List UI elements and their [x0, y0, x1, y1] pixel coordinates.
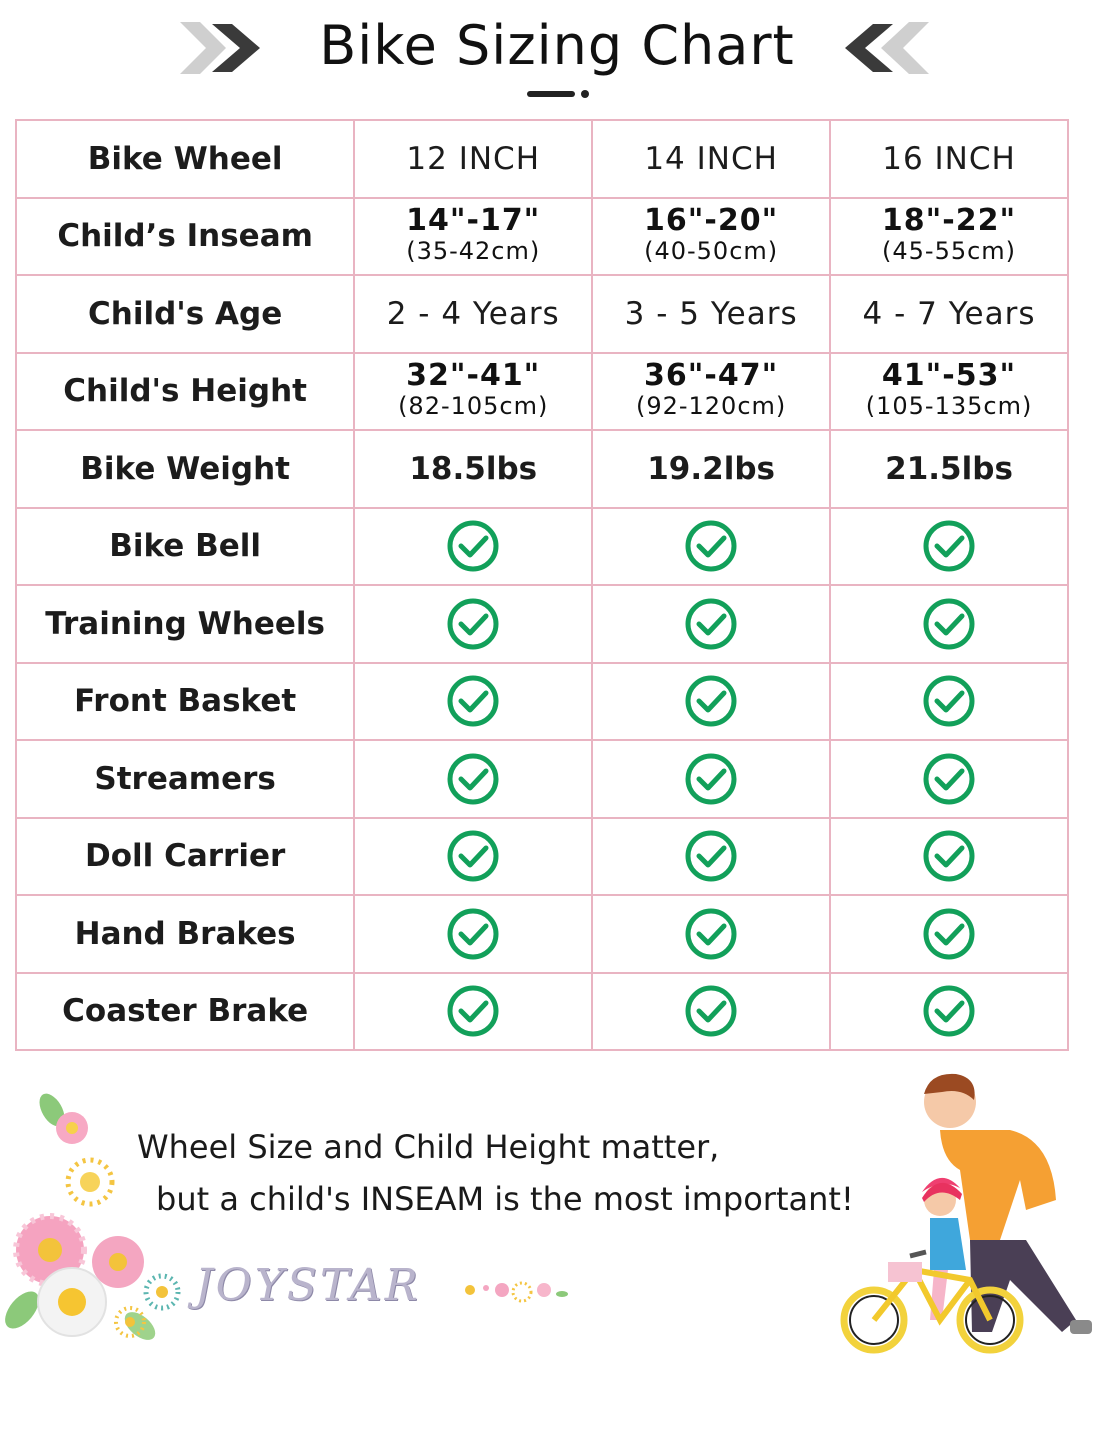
height-cm: (82-105cm)	[398, 392, 549, 421]
feature-cell	[354, 740, 592, 818]
feature-cell	[592, 585, 830, 663]
feature-cell	[830, 508, 1068, 586]
feature-cell	[830, 818, 1068, 896]
check-circle-icon	[922, 907, 976, 961]
check-circle-icon	[684, 674, 738, 728]
table-row-feature	[16, 973, 1068, 1051]
check-circle-icon	[446, 752, 500, 806]
column-header-14-inch: 14 INCH	[592, 120, 830, 198]
weight-cell-12: 18.5lbs	[354, 430, 592, 508]
column-header-12-inch: 12 INCH	[354, 120, 592, 198]
inseam-cm: (35-42cm)	[406, 237, 541, 266]
row-label-height: Child's Height	[16, 353, 354, 431]
column-header-16-inch: 16 INCH	[830, 120, 1068, 198]
height-cm: (105-135cm)	[865, 392, 1033, 421]
table-row-feature	[16, 508, 1068, 586]
feature-cell	[592, 508, 830, 586]
inseam-note-line-2: but a child's INSEAM is the most important!	[156, 1180, 854, 1218]
feature-rows	[16, 508, 1068, 1051]
feature-cell	[830, 973, 1068, 1051]
row-label-feature: Doll Carrier	[16, 818, 354, 896]
row-label-feature: Coaster Brake	[16, 973, 354, 1051]
inseam-cell-14	[592, 198, 830, 276]
height-inches: 32"-41"	[406, 358, 541, 394]
flower-decoration-icon	[0, 1090, 600, 1350]
check-circle-icon	[922, 674, 976, 728]
table-row-inseam	[16, 198, 1068, 276]
table-row-feature	[16, 585, 1068, 663]
inseam-cm: (45-55cm)	[882, 237, 1017, 266]
table-row-height	[16, 353, 1068, 431]
check-circle-icon	[684, 829, 738, 883]
check-circle-icon	[446, 519, 500, 573]
feature-cell	[354, 508, 592, 586]
feature-cell	[354, 818, 592, 896]
parent-child-bike-illustration-icon	[830, 1070, 1100, 1360]
inseam-inches: 14"-17"	[406, 203, 541, 239]
height-cell-12	[354, 353, 592, 431]
check-circle-icon	[922, 519, 976, 573]
feature-cell	[354, 585, 592, 663]
age-cell-12: 2 - 4 Years	[354, 275, 592, 353]
height-cell-14	[592, 353, 830, 431]
check-circle-icon	[684, 519, 738, 573]
feature-cell	[592, 973, 830, 1051]
check-circle-icon	[684, 984, 738, 1038]
table-row-feature	[16, 895, 1068, 973]
row-label-age: Child's Age	[16, 275, 354, 353]
table-row-age	[16, 275, 1068, 353]
inseam-inches: 16"-20"	[644, 203, 779, 239]
row-label-feature: Hand Brakes	[16, 895, 354, 973]
check-circle-icon	[446, 829, 500, 883]
row-label-feature: Training Wheels	[16, 585, 354, 663]
title-underline	[527, 88, 593, 100]
feature-cell	[830, 895, 1068, 973]
row-label-weight: Bike Weight	[16, 430, 354, 508]
feature-cell	[354, 895, 592, 973]
inseam-inches: 18"-22"	[881, 203, 1017, 239]
check-circle-icon	[446, 984, 500, 1038]
inseam-cell-12	[354, 198, 592, 276]
feature-cell	[830, 585, 1068, 663]
check-circle-icon	[922, 597, 976, 651]
row-label-inseam: Child’s Inseam	[16, 198, 354, 276]
check-circle-icon	[446, 597, 500, 651]
check-circle-icon	[922, 984, 976, 1038]
inseam-cell-16	[830, 198, 1068, 276]
age-cell-14: 3 - 5 Years	[592, 275, 830, 353]
check-circle-icon	[446, 674, 500, 728]
check-circle-icon	[684, 597, 738, 651]
page-title: Bike Sizing Chart	[319, 14, 795, 77]
bike-sizing-table	[15, 119, 1069, 1051]
brand-logo: JOYSTAR	[195, 1260, 421, 1311]
height-inches: 36"-47"	[644, 358, 779, 394]
row-label-feature: Streamers	[16, 740, 354, 818]
table-row-feature	[16, 740, 1068, 818]
weight-cell-14: 19.2lbs	[592, 430, 830, 508]
check-circle-icon	[684, 907, 738, 961]
height-cm: (92-120cm)	[635, 392, 787, 421]
feature-cell	[592, 663, 830, 741]
inseam-cm: (40-50cm)	[644, 237, 779, 266]
feature-cell	[354, 973, 592, 1051]
age-cell-16: 4 - 7 Years	[830, 275, 1068, 353]
row-label-feature: Front Basket	[16, 663, 354, 741]
height-cell-16	[830, 353, 1068, 431]
feature-cell	[592, 740, 830, 818]
row-label-bike-wheel: Bike Wheel	[16, 120, 354, 198]
chart-header	[0, 0, 1114, 110]
table-row-feature	[16, 663, 1068, 741]
height-inches: 41"-53"	[881, 358, 1017, 394]
feature-cell	[592, 818, 830, 896]
row-label-feature: Bike Bell	[16, 508, 354, 586]
feature-cell	[354, 663, 592, 741]
check-circle-icon	[922, 829, 976, 883]
chevron-left-icon	[845, 20, 937, 76]
check-circle-icon	[684, 752, 738, 806]
feature-cell	[830, 663, 1068, 741]
table-row-wheel	[16, 120, 1068, 198]
inseam-note-line-1: Wheel Size and Child Height matter,	[137, 1128, 720, 1166]
check-circle-icon	[446, 907, 500, 961]
feature-cell	[830, 740, 1068, 818]
feature-cell	[592, 895, 830, 973]
weight-cell-16: 21.5lbs	[830, 430, 1068, 508]
table-row-feature	[16, 818, 1068, 896]
table-row-weight	[16, 430, 1068, 508]
check-circle-icon	[922, 752, 976, 806]
